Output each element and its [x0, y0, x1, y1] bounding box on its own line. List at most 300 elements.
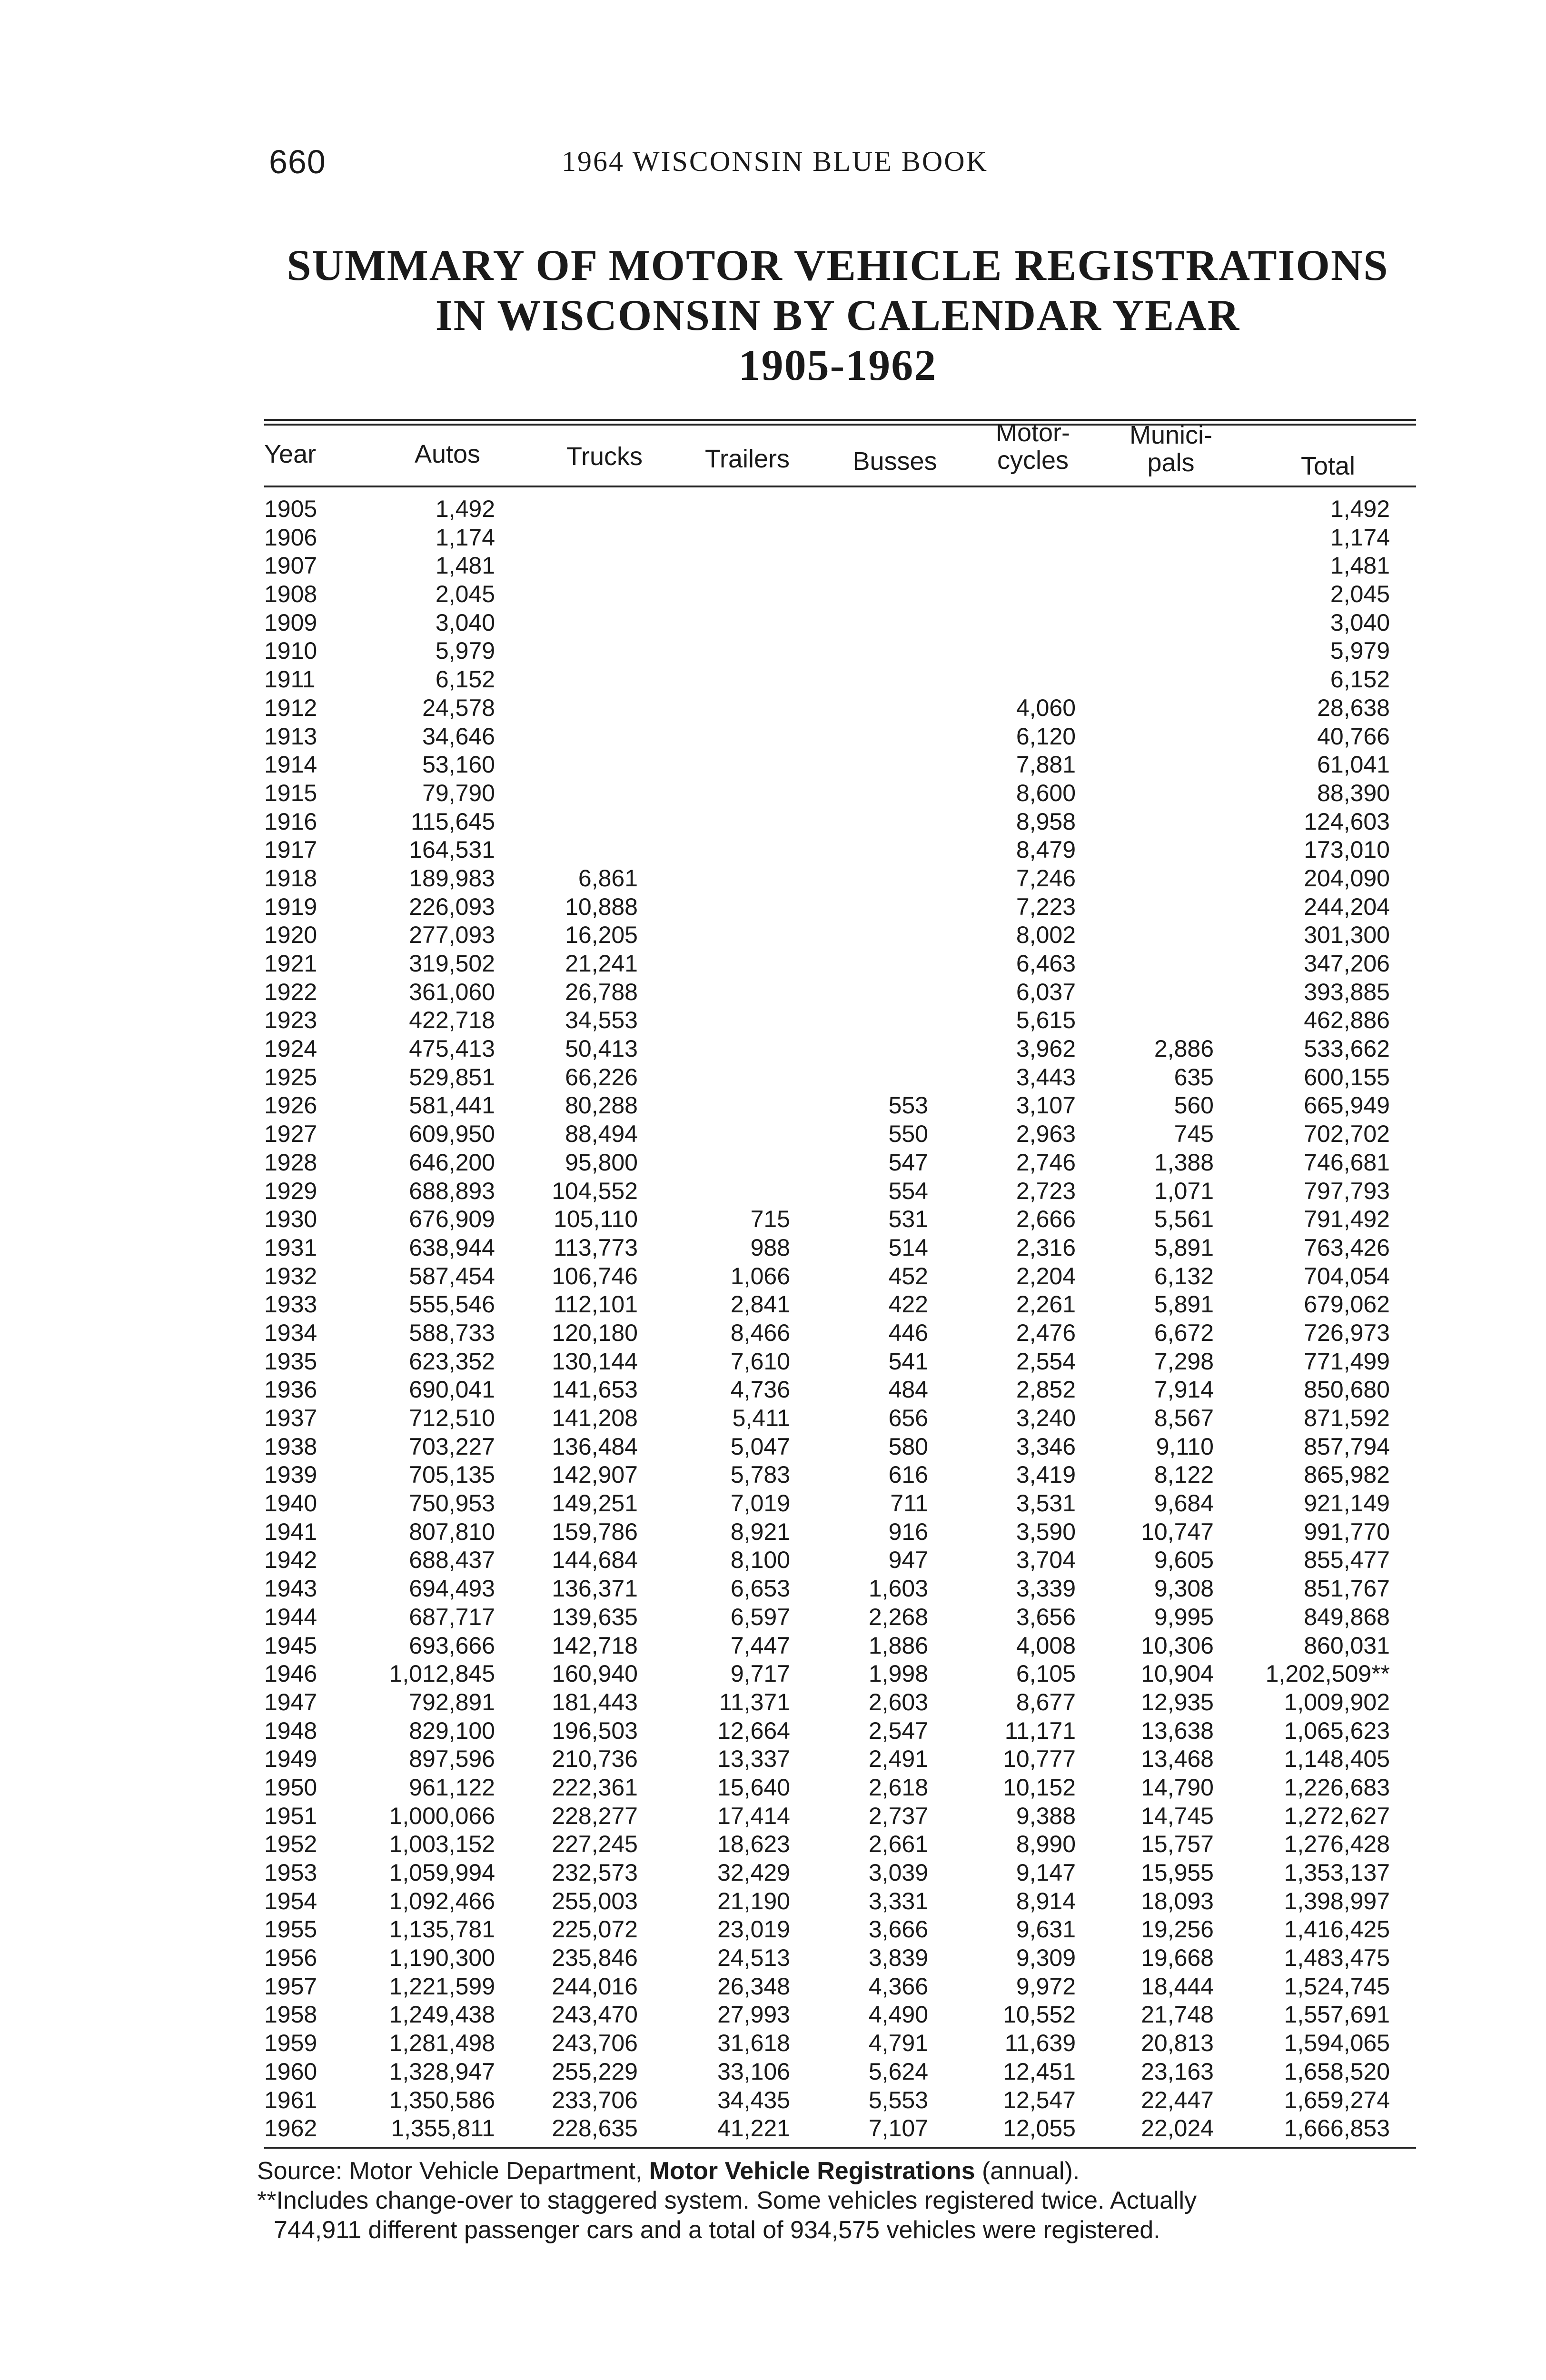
table-row [0, 2029, 1546, 2058]
cell-total: 851,767 [1304, 1575, 1390, 1602]
cell-total: 40,766 [1317, 723, 1390, 750]
cell-year: 1928 [264, 1149, 317, 1176]
cell-trailers: 26,348 [717, 1973, 790, 2000]
cell-trucks: 243,706 [552, 2030, 638, 2057]
cell-busses: 541 [888, 1348, 928, 1375]
cell-year: 1925 [264, 1063, 317, 1091]
cell-total: 533,662 [1304, 1035, 1390, 1062]
cell-autos: 961,122 [409, 1774, 495, 1801]
cell-total: 797,793 [1304, 1177, 1390, 1204]
cell-autos: 1,249,438 [389, 2001, 495, 2028]
cell-autos: 1,174 [435, 524, 495, 551]
cell-trucks: 113,773 [553, 1234, 638, 1261]
cell-year: 1949 [264, 1745, 317, 1773]
table-row [0, 1774, 1546, 1802]
cell-trailers: 32,429 [717, 1859, 790, 1886]
cell-municipals: 14,745 [1141, 1802, 1214, 1829]
cell-trailers: 18,623 [717, 1831, 790, 1858]
cell-motorcycles: 2,666 [1016, 1206, 1076, 1233]
table-row [0, 1205, 1546, 1234]
cell-municipals: 635 [1174, 1063, 1214, 1091]
table-row [0, 1915, 1546, 1944]
cell-autos: 422,718 [409, 1007, 495, 1034]
cell-motorcycles: 11,639 [1004, 2030, 1076, 2057]
cell-busses: 514 [888, 1234, 928, 1261]
table-row [0, 1319, 1546, 1348]
cell-municipals: 20,813 [1141, 2030, 1214, 2057]
cell-motorcycles: 2,963 [1016, 1121, 1076, 1148]
cell-busses: 4,490 [868, 2001, 928, 2028]
cell-autos: 319,502 [409, 950, 495, 977]
cell-year: 1940 [264, 1490, 317, 1517]
cell-total: 1,065,623 [1284, 1717, 1390, 1744]
cell-autos: 1,000,066 [389, 1802, 495, 1829]
cell-autos: 712,510 [409, 1405, 495, 1431]
cell-trucks: 130,144 [552, 1348, 638, 1375]
cell-busses: 7,107 [868, 2115, 928, 2142]
table-row [0, 665, 1546, 694]
cell-municipals: 14,790 [1141, 1774, 1214, 1801]
cell-municipals: 8,122 [1154, 1461, 1214, 1488]
cell-municipals: 5,561 [1154, 1206, 1214, 1233]
cell-trucks: 10,888 [565, 893, 638, 920]
table-row [0, 495, 1546, 524]
cell-autos: 581,441 [409, 1092, 495, 1119]
cell-trailers: 5,783 [730, 1461, 790, 1488]
cell-total: 1,557,691 [1284, 2001, 1390, 2028]
cell-autos: 164,531 [409, 836, 495, 863]
table-row [0, 1035, 1546, 1063]
cell-busses: 4,791 [868, 2030, 928, 2057]
cell-motorcycles: 6,037 [1016, 978, 1076, 1005]
cell-year: 1959 [264, 2030, 317, 2057]
cell-busses: 446 [888, 1319, 928, 1346]
cell-total: 1,416,425 [1284, 1916, 1390, 1943]
cell-autos: 79,790 [422, 779, 495, 806]
cell-total: 1,483,475 [1284, 1944, 1390, 1972]
cell-municipals: 10,904 [1141, 1660, 1214, 1687]
cell-year: 1932 [264, 1262, 317, 1289]
header-top-rule-1 [264, 419, 1416, 421]
cell-motorcycles: 3,240 [1016, 1405, 1076, 1431]
cell-trucks: 181,443 [552, 1688, 638, 1716]
cell-year: 1953 [264, 1859, 317, 1886]
table-row [0, 1290, 1546, 1319]
cell-trucks: 222,361 [552, 1774, 638, 1801]
title-line-1: SUMMARY OF MOTOR VEHICLE REGISTRATIONS [287, 241, 1389, 289]
footnote-line-1: **Includes change-over to staggered system. Some vehicles registered twice. Actually [257, 2187, 1197, 2214]
cell-year: 1933 [264, 1291, 317, 1318]
cell-autos: 646,200 [409, 1149, 495, 1176]
cell-trailers: 41,221 [717, 2115, 790, 2142]
cell-busses: 580 [888, 1433, 928, 1460]
cell-trailers: 1,066 [730, 1262, 790, 1289]
running-head: 1964 WISCONSIN BLUE BOOK [562, 146, 988, 177]
cell-total: 301,300 [1304, 922, 1390, 949]
cell-motorcycles: 6,120 [1016, 723, 1076, 750]
cell-trucks: 136,484 [552, 1433, 638, 1460]
cell-year: 1944 [264, 1603, 317, 1630]
cell-total: 1,659,274 [1284, 2086, 1390, 2113]
cell-year: 1958 [264, 2001, 317, 2028]
table-row [0, 552, 1546, 580]
cell-autos: 189,983 [409, 864, 495, 892]
cell-motorcycles: 3,443 [1016, 1063, 1076, 1091]
table-row [0, 1234, 1546, 1262]
cell-autos: 829,100 [409, 1717, 495, 1744]
table-row [0, 1546, 1546, 1575]
header-year: Year [264, 440, 317, 468]
cell-municipals: 10,306 [1141, 1632, 1214, 1659]
cell-trucks: 255,229 [552, 2058, 638, 2085]
cell-total: 1,666,853 [1284, 2115, 1390, 2142]
table-row [0, 1006, 1546, 1035]
table-row [0, 864, 1546, 893]
cell-motorcycles: 3,531 [1016, 1490, 1076, 1517]
cell-total: 791,492 [1304, 1206, 1390, 1233]
page-title [267, 240, 1409, 390]
cell-autos: 588,733 [409, 1319, 495, 1346]
cell-year: 1950 [264, 1774, 317, 1801]
cell-autos: 529,851 [409, 1063, 495, 1091]
cell-total: 726,973 [1304, 1319, 1390, 1346]
cell-trucks: 106,746 [552, 1262, 638, 1289]
table-row [0, 1688, 1546, 1717]
cell-year: 1916 [264, 808, 317, 835]
table-row [0, 808, 1546, 836]
cell-autos: 6,152 [435, 666, 495, 693]
table-row [0, 1745, 1546, 1774]
cell-year: 1935 [264, 1348, 317, 1375]
cell-trucks: 159,786 [552, 1518, 638, 1545]
cell-year: 1920 [264, 922, 317, 949]
cell-municipals: 6,672 [1154, 1319, 1214, 1346]
cell-motorcycles: 8,600 [1016, 779, 1076, 806]
cell-autos: 703,227 [409, 1433, 495, 1460]
table-row [0, 2114, 1546, 2143]
page-number: 660 [269, 143, 326, 180]
cell-total: 1,353,137 [1284, 1859, 1390, 1886]
cell-trailers: 8,100 [730, 1547, 790, 1574]
table-row [0, 779, 1546, 808]
cell-trailers: 21,190 [717, 1887, 790, 1914]
cell-total: 204,090 [1304, 864, 1390, 892]
table-row [0, 921, 1546, 950]
table-row [0, 1717, 1546, 1745]
cell-trucks: 210,736 [552, 1745, 638, 1773]
cell-trucks: 196,503 [552, 1717, 638, 1744]
cell-busses: 422 [888, 1291, 928, 1318]
header-trucks: Trucks [566, 442, 643, 471]
cell-year: 1961 [264, 2086, 317, 2113]
cell-year: 1906 [264, 524, 317, 551]
cell-busses: 2,547 [868, 1717, 928, 1744]
cell-year: 1910 [264, 637, 317, 664]
cell-motorcycles: 8,677 [1016, 1688, 1076, 1716]
table-row [0, 1944, 1546, 1973]
cell-year: 1921 [264, 950, 317, 977]
cell-municipals: 22,447 [1141, 2086, 1214, 2113]
header-total: Total [1300, 452, 1356, 480]
cell-municipals: 10,747 [1141, 1518, 1214, 1545]
cell-year: 1907 [264, 552, 317, 579]
cell-total: 857,794 [1304, 1433, 1390, 1460]
cell-total: 1,524,745 [1284, 1973, 1390, 2000]
cell-autos: 705,135 [409, 1461, 495, 1488]
cell-municipals: 745 [1174, 1121, 1214, 1148]
cell-autos: 277,093 [409, 922, 495, 949]
cell-municipals: 9,684 [1154, 1490, 1214, 1517]
cell-total: 347,206 [1304, 950, 1390, 977]
table-row [0, 836, 1546, 864]
cell-total: 1,481 [1330, 552, 1390, 579]
cell-busses: 947 [888, 1547, 928, 1574]
cell-municipals: 1,388 [1154, 1149, 1214, 1176]
table-row [0, 1404, 1546, 1433]
cell-trailers: 33,106 [717, 2058, 790, 2085]
cell-trucks: 244,016 [552, 1973, 638, 2000]
cell-total: 704,054 [1304, 1262, 1390, 1289]
cell-busses: 5,553 [868, 2086, 928, 2113]
cell-trailers: 27,993 [717, 2001, 790, 2028]
cell-total: 763,426 [1304, 1234, 1390, 1261]
table-row [0, 1887, 1546, 1916]
cell-total: 88,390 [1317, 779, 1390, 806]
cell-total: 1,272,627 [1284, 1802, 1390, 1829]
cell-total: 1,492 [1330, 496, 1390, 522]
cell-year: 1912 [264, 694, 317, 721]
cell-year: 1941 [264, 1518, 317, 1545]
cell-motorcycles: 9,972 [1016, 1973, 1076, 2000]
cell-year: 1926 [264, 1092, 317, 1119]
cell-busses: 2,268 [868, 1603, 928, 1630]
cell-autos: 688,893 [409, 1177, 495, 1204]
cell-motorcycles: 2,204 [1016, 1262, 1076, 1289]
table-row [0, 1262, 1546, 1291]
cell-trucks: 112,101 [553, 1291, 638, 1318]
cell-trailers: 17,414 [717, 1802, 790, 1829]
cell-trucks: 141,653 [552, 1376, 638, 1403]
cell-autos: 750,953 [409, 1490, 495, 1517]
cell-trucks: 243,470 [552, 2001, 638, 2028]
table-row [0, 524, 1546, 552]
cell-autos: 34,646 [422, 723, 495, 750]
cell-motorcycles: 3,590 [1016, 1518, 1076, 1545]
cell-trailers: 13,337 [717, 1745, 790, 1773]
cell-busses: 2,603 [868, 1688, 928, 1716]
cell-autos: 1,190,300 [389, 1944, 495, 1972]
cell-municipals: 15,757 [1141, 1831, 1214, 1858]
cell-busses: 4,366 [868, 1973, 928, 2000]
cell-total: 1,174 [1330, 524, 1390, 551]
cell-autos: 2,045 [435, 581, 495, 608]
cell-year: 1954 [264, 1887, 317, 1914]
cell-total: 1,658,520 [1284, 2058, 1390, 2085]
table-row [0, 1603, 1546, 1632]
cell-trucks: 142,907 [552, 1461, 638, 1488]
table-row [0, 1802, 1546, 1831]
cell-motorcycles: 3,656 [1016, 1603, 1076, 1630]
cell-motorcycles: 10,552 [1003, 2001, 1076, 2028]
cell-trucks: 120,180 [552, 1319, 638, 1346]
cell-trailers: 24,513 [717, 1944, 790, 1972]
cell-busses: 3,039 [868, 1859, 928, 1886]
cell-trailers: 31,618 [717, 2030, 790, 2057]
cell-motorcycles: 9,388 [1016, 1802, 1076, 1829]
header-busses: Busses [852, 447, 937, 476]
cell-busses: 3,839 [868, 1944, 928, 1972]
table-row [0, 1091, 1546, 1120]
cell-motorcycles: 9,631 [1016, 1916, 1076, 1943]
cell-autos: 361,060 [409, 978, 495, 1005]
table-row [0, 1433, 1546, 1461]
cell-year: 1924 [264, 1035, 317, 1062]
cell-trucks: 34,553 [565, 1007, 638, 1034]
cell-autos: 638,944 [409, 1234, 495, 1261]
cell-total: 746,681 [1304, 1149, 1390, 1176]
cell-autos: 1,328,947 [389, 2058, 495, 2085]
cell-year: 1929 [264, 1177, 317, 1204]
cell-busses: 2,661 [868, 1831, 928, 1858]
cell-trucks: 235,846 [552, 1944, 638, 1972]
cell-year: 1930 [264, 1206, 317, 1233]
cell-municipals: 22,024 [1141, 2115, 1214, 2142]
header-autos: Autos [414, 440, 481, 468]
cell-autos: 693,666 [409, 1632, 495, 1659]
cell-motorcycles: 12,055 [1003, 2115, 1076, 2142]
cell-busses: 452 [888, 1262, 928, 1289]
cell-motorcycles: 7,223 [1016, 893, 1076, 920]
cell-year: 1927 [264, 1121, 317, 1148]
cell-trailers: 2,841 [730, 1291, 790, 1318]
cell-motorcycles: 6,463 [1016, 950, 1076, 977]
cell-total: 1,226,683 [1284, 1774, 1390, 1801]
cell-total: 921,149 [1304, 1490, 1390, 1517]
cell-trucks: 227,245 [552, 1831, 638, 1858]
cell-autos: 5,979 [435, 637, 495, 664]
table-row [0, 609, 1546, 637]
cell-trucks: 255,003 [552, 1887, 638, 1914]
cell-municipals: 13,468 [1141, 1745, 1214, 1773]
cell-trailers: 23,019 [717, 1916, 790, 1943]
cell-total: 124,603 [1304, 808, 1390, 835]
cell-total: 1,009,902 [1284, 1688, 1390, 1716]
cell-busses: 711 [890, 1490, 928, 1517]
cell-municipals: 2,886 [1154, 1035, 1214, 1062]
cell-autos: 694,493 [409, 1575, 495, 1602]
cell-total: 462,886 [1304, 1007, 1390, 1034]
cell-year: 1919 [264, 893, 317, 920]
cell-municipals: 5,891 [1154, 1291, 1214, 1318]
source-note: Source: Motor Vehicle Department, Motor Vehicle Registrations (annual). [257, 2157, 1080, 2185]
cell-year: 1934 [264, 1319, 317, 1346]
table-row [0, 1461, 1546, 1489]
cell-total: 61,041 [1317, 751, 1390, 778]
cell-autos: 1,221,599 [389, 1973, 495, 2000]
cell-municipals: 9,995 [1154, 1603, 1214, 1630]
title-line-2: IN WISCONSIN BY CALENDAR YEAR [435, 291, 1240, 339]
cell-total: 679,062 [1304, 1291, 1390, 1318]
cell-trailers: 5,047 [730, 1433, 790, 1460]
cell-autos: 1,492 [435, 496, 495, 522]
cell-busses: 550 [888, 1121, 928, 1148]
table-row [0, 723, 1546, 751]
cell-autos: 623,352 [409, 1348, 495, 1375]
cell-motorcycles: 7,246 [1016, 864, 1076, 892]
cell-total: 702,702 [1304, 1121, 1390, 1148]
cell-autos: 475,413 [409, 1035, 495, 1062]
table-row [0, 950, 1546, 978]
cell-municipals: 15,955 [1141, 1859, 1214, 1886]
cell-municipals: 9,110 [1156, 1433, 1214, 1460]
cell-motorcycles: 12,547 [1003, 2086, 1076, 2113]
cell-trailers: 988 [750, 1234, 790, 1261]
cell-trailers: 6,653 [730, 1575, 790, 1602]
table-row [0, 1149, 1546, 1177]
cell-total: 860,031 [1304, 1632, 1390, 1659]
cell-trucks: 88,494 [565, 1121, 638, 1148]
cell-year: 1951 [264, 1802, 317, 1829]
cell-trucks: 95,800 [565, 1149, 638, 1176]
cell-motorcycles: 2,476 [1016, 1319, 1076, 1346]
table-row [0, 694, 1546, 723]
cell-autos: 1,003,152 [389, 1831, 495, 1858]
cell-motorcycles: 4,008 [1016, 1632, 1076, 1659]
table-row [0, 893, 1546, 922]
cell-autos: 226,093 [409, 893, 495, 920]
cell-busses: 1,998 [868, 1660, 928, 1687]
cell-year: 1960 [264, 2058, 317, 2085]
cell-year: 1952 [264, 1831, 317, 1858]
cell-year: 1915 [264, 779, 317, 806]
cell-total: 5,979 [1330, 637, 1390, 664]
cell-motorcycles: 3,107 [1016, 1092, 1076, 1119]
header-municipals: Munici- pals [1129, 421, 1213, 477]
cell-trucks: 228,277 [552, 1802, 638, 1829]
cell-total: 173,010 [1304, 836, 1390, 863]
table-bottom-rule [264, 2147, 1416, 2149]
cell-autos: 1,355,811 [391, 2115, 495, 2142]
cell-trucks: 141,208 [552, 1405, 638, 1431]
cell-trucks: 149,251 [552, 1490, 638, 1517]
table-row [0, 2058, 1546, 2086]
cell-total: 244,204 [1304, 893, 1390, 920]
cell-year: 1905 [264, 496, 317, 522]
cell-municipals: 5,891 [1154, 1234, 1214, 1261]
cell-municipals: 6,132 [1154, 1262, 1214, 1289]
header-top-rule-2 [264, 424, 1416, 426]
cell-municipals: 13,638 [1141, 1717, 1214, 1744]
cell-year: 1937 [264, 1405, 317, 1431]
header-trailers: Trailers [704, 445, 790, 473]
cell-year: 1938 [264, 1433, 317, 1460]
table-row [0, 1177, 1546, 1206]
cell-municipals: 18,093 [1141, 1887, 1214, 1914]
cell-total: 871,592 [1304, 1405, 1390, 1431]
cell-municipals: 23,163 [1141, 2058, 1214, 2085]
cell-trailers: 6,597 [730, 1603, 790, 1630]
cell-autos: 897,596 [409, 1745, 495, 1773]
cell-motorcycles: 2,554 [1016, 1348, 1076, 1375]
cell-busses: 547 [888, 1149, 928, 1176]
cell-year: 1936 [264, 1376, 317, 1403]
cell-trucks: 50,413 [565, 1035, 638, 1062]
cell-trucks: 21,241 [565, 950, 638, 977]
table-row [0, 1660, 1546, 1688]
cell-motorcycles: 12,451 [1003, 2058, 1076, 2085]
cell-busses: 1,603 [868, 1575, 928, 1602]
cell-trailers: 12,664 [717, 1717, 790, 1744]
